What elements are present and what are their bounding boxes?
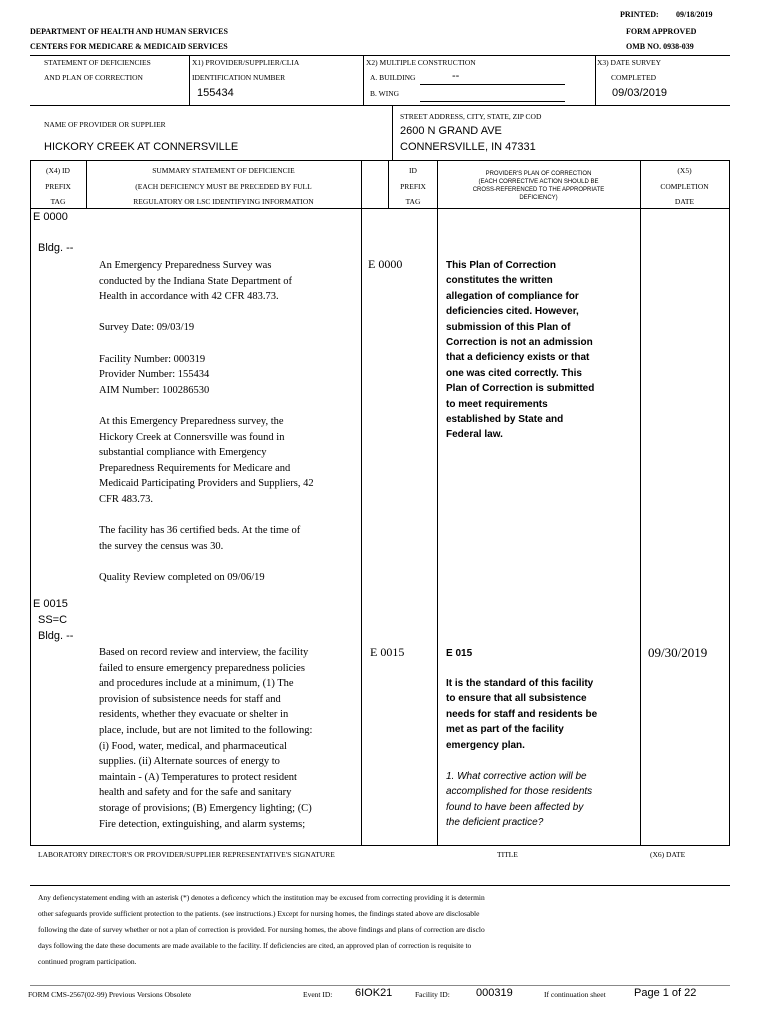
e0000-id: E 0000: [368, 257, 403, 271]
summary-line: Fire detection, extinguishing, and alarm systems;: [99, 818, 306, 830]
disclaimer-line: following the date of survey whether or not a plan of correction is provided. For nursing homes, the above findings and plans of correction are disclo: [38, 925, 485, 934]
facility-id: 000319: [476, 987, 513, 999]
e0015-ss: SS=C: [38, 614, 68, 626]
summary-line: Survey Date: 09/03/19: [99, 322, 195, 334]
e0015-summary: [99, 645, 359, 832]
poc-line: that a deficiency exists or that: [446, 352, 590, 364]
continuation-label: If continuation sheet: [544, 990, 606, 999]
summary-line: maintain - (A) Temperatures to protect resident: [99, 771, 297, 783]
poc-line: It is the standard of this facility: [446, 678, 594, 689]
poc-line: emergency plan.: [446, 739, 525, 751]
city-state-zip: CONNERSVILLE, IN 47331: [400, 141, 536, 153]
poc-line: to meet requirements: [446, 398, 548, 410]
summary-sub-label: (EACH DEFICIENCY MUST BE PRECEDED BY FULL: [135, 182, 312, 191]
form-label: FORM CMS-2567(02-99) Previous Versions Obsolete: [28, 990, 192, 999]
summary-label: SUMMARY STATEMENT OF DEFICIENCIE: [152, 166, 295, 175]
poc-line: Federal law.: [446, 429, 503, 441]
x1-label: X1) PROVIDER/SUPPLIER/CLIA: [192, 58, 300, 67]
cms-name: CENTERS FOR MEDICARE & MEDICAID SERVICES: [30, 42, 228, 51]
e0015-id: E 0015: [370, 645, 405, 659]
summary-line: residents, whether they evacuate or shelter in: [99, 709, 289, 721]
summary-line: The facility has 36 certified beds. At the time of: [99, 525, 301, 537]
form-approved: FORM APPROVED: [626, 27, 697, 36]
e0015-poc-title: E 015: [446, 648, 473, 659]
poc-line: Plan of Correction is submitted: [446, 383, 595, 395]
id-label: ID: [409, 166, 417, 175]
poc-line: deficiencies cited. However,: [446, 306, 579, 318]
identification-label: IDENTIFICATION NUMBER: [192, 73, 286, 82]
poc-line: one was cited correctly. This: [446, 367, 582, 379]
provider-number: 155434: [197, 87, 234, 99]
summary-line: Health in accordance with 42 CFR 483.73.: [99, 291, 279, 303]
id-tag-label: TAG: [405, 197, 421, 206]
x2-label: X2) MULTIPLE CONSTRUCTION: [366, 58, 476, 67]
poc-line: submission of this Plan of: [446, 321, 571, 333]
e0000-plan-of-correction: [446, 258, 636, 443]
summary-line: At this Emergency Preparedness survey, the: [99, 415, 284, 427]
plan-label: AND PLAN OF CORRECTION: [44, 73, 143, 82]
x6-date-label: (X6) DATE: [650, 850, 686, 859]
wing-label: B. WING: [370, 89, 400, 98]
x4-tag-label: TAG: [50, 197, 66, 206]
disclaimer-line: continued program participation.: [38, 957, 137, 966]
summary-line: [99, 305, 359, 321]
summary-line: Facility Number: 000319: [99, 353, 206, 365]
e0015-bldg: Bldg. --: [38, 630, 74, 642]
poc-line: the deficient practice?: [446, 817, 544, 829]
printed-date: 09/18/2019: [676, 10, 713, 19]
building-value: --: [452, 70, 460, 82]
summary-line: Provider Number: 155434: [99, 369, 210, 381]
summary-line: storage of provisions; (B) Emergency lighting; (C): [99, 802, 312, 814]
poc-line: found to have been affected by: [446, 801, 584, 813]
poc-line: to ensure that all subsistence: [446, 693, 587, 705]
provider-name-label: NAME OF PROVIDER OR SUPPLIER: [44, 120, 166, 129]
poc-line: This Plan of Correction: [446, 260, 557, 271]
event-id-label: Event ID:: [303, 990, 333, 999]
street-label: STREET ADDRESS, CITY, STATE, ZIP COD: [400, 112, 542, 121]
id-prefix-label: PREFIX: [400, 182, 426, 191]
provider-name: HICKORY CREEK AT CONNERSVILLE: [44, 141, 239, 153]
summary-line: CFR 483.73.: [99, 493, 153, 505]
summary-line: Based on record review and interview, the facility: [99, 647, 309, 658]
poc-label: PROVIDER'S PLAN OF CORRECTION: [485, 171, 592, 177]
statement-label: STATEMENT OF DEFICIENCIES: [44, 58, 151, 67]
x3-label: X3) DATE SURVEY: [597, 58, 661, 67]
summary-line: the survey the census was 30.: [99, 540, 224, 552]
summary-line: An Emergency Preparedness Survey was: [99, 260, 272, 271]
summary-line: [99, 336, 359, 352]
date-label: DATE: [674, 197, 695, 206]
disclaimer-line: Any defiencystatement ending with an asterisk (*) denotes a deficency which the institution may be excused from correcting providing it is determin: [38, 893, 485, 902]
disclaimer-line: other safeguards provide sufficient protection to the patients. (see instructions.) Except for nursing homes, the findings stated above are disclosable: [38, 909, 480, 918]
poc-line: 1. What corrective action will be: [446, 771, 587, 782]
summary-line: and procedures include at a minimum, (1) The: [99, 678, 294, 690]
disclaimer: [38, 890, 728, 970]
summary-line: failed to ensure emergency preparedness policies: [99, 662, 305, 674]
title-label: TITLE: [497, 850, 518, 859]
poc-line: established by State and: [446, 414, 564, 426]
summary-line: place, include, but are not limited to the following:: [99, 724, 313, 736]
e0000-summary: [99, 258, 359, 585]
summary-line: health and safety and for the safe and sanitary: [99, 787, 292, 799]
summary-line: supplies. (ii) Alternate sources of energy to: [99, 756, 280, 768]
poc-line: constitutes the written: [446, 275, 553, 287]
summary-line: Quality Review completed on 09/06/19: [99, 571, 265, 583]
summary-line: substantial compliance with Emergency: [99, 447, 267, 459]
poc-line: needs for staff and residents be: [446, 708, 598, 720]
summary-line: Preparedness Requirements for Medicare and: [99, 462, 291, 474]
e0015-poc-standard: [446, 676, 636, 753]
facility-id-label: Facility ID:: [415, 990, 450, 999]
poc-line: allegation of compliance for: [446, 290, 579, 302]
event-id: 6IOK21: [355, 987, 393, 999]
x4-prefix-label: PREFIX: [45, 182, 71, 191]
e0000-bldg: Bldg. --: [38, 242, 74, 254]
street-address: 2600 N GRAND AVE: [400, 125, 502, 137]
e0000-tag: E 0000: [33, 211, 68, 223]
poc-line: accomplished for those residents: [446, 786, 593, 798]
summary-line: [99, 508, 359, 524]
disclaimer-line: days following the date these documents are made available to the facility. If deficiencies are cited, an approved plan of correction is requisite to: [38, 941, 472, 950]
poc-line: Correction is not an admission: [446, 337, 593, 349]
poc-sub-3: DEFICIENCY): [519, 195, 558, 201]
x5-label: (X5): [677, 166, 692, 175]
summary-line: Hickory Creek at Connersville was found in: [99, 431, 285, 443]
summary-line: conducted by the Indiana State Department of: [99, 275, 293, 287]
poc-line: met as part of the facility: [446, 724, 564, 736]
e0015-poc-question: [446, 769, 636, 831]
page-number: Page 1 of 22: [634, 987, 697, 999]
completion-label: COMPLETION: [660, 182, 709, 191]
poc-sub-1: (EACH CORRECTIVE ACTION SHOULD BE: [478, 179, 599, 185]
summary-sub-label-2: REGULATORY OR LSC IDENTIFYING INFORMATION: [133, 197, 314, 206]
date-completed: 09/03/2019: [612, 87, 668, 99]
summary-line: provision of subsistence needs for staff and: [99, 693, 281, 705]
dept-name: DEPARTMENT OF HEALTH AND HUMAN SERVICES: [30, 27, 228, 36]
summary-line: (i) Food, water, medical, and pharmaceutical: [99, 740, 287, 752]
building-label: A. BUILDING: [370, 73, 416, 82]
summary-line: [99, 554, 359, 570]
poc-sub-2: CROSS-REFERENCED TO THE APPROPRIATE: [472, 187, 605, 193]
summary-line: Medicaid Participating Providers and Suppliers, 42: [99, 478, 314, 490]
omb-number: OMB NO. 0938-039: [626, 42, 694, 51]
signature-label: LABORATORY DIRECTOR'S OR PROVIDER/SUPPLIER REPRESENTATIVE'S SIGNATURE: [38, 850, 335, 859]
summary-line: [99, 398, 359, 414]
e0015-completion-date: 09/30/2019: [648, 645, 708, 660]
x4-label: (X4) ID: [46, 166, 70, 175]
summary-line: AIM Number: 100286530: [99, 384, 210, 396]
printed-label: PRINTED:: [620, 10, 659, 19]
completed-label: COMPLETED: [611, 73, 656, 82]
e0015-tag: E 0015: [33, 598, 68, 610]
